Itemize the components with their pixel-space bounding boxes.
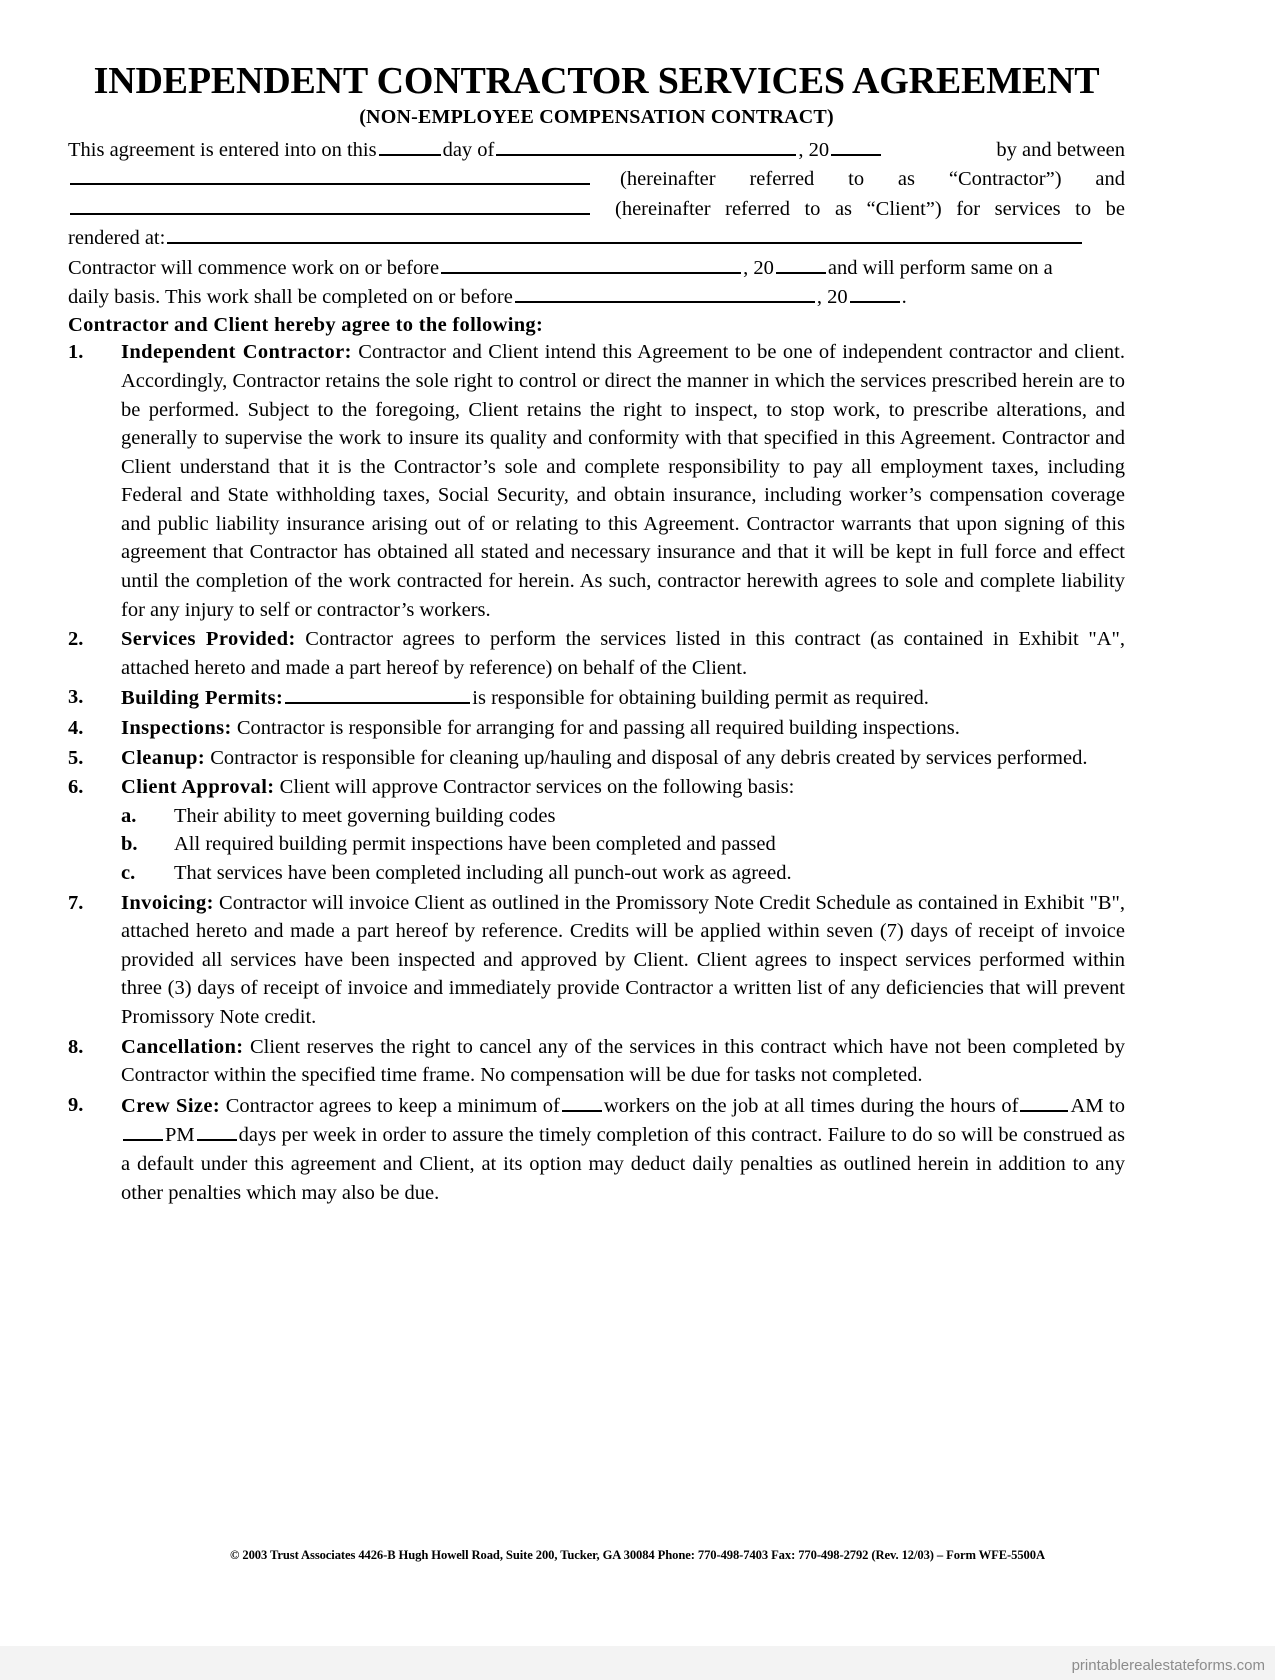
clause-body	[121, 744, 1125, 773]
clause-number: 3.	[68, 686, 84, 709]
clause-label: Client Approval:	[121, 776, 275, 799]
contractor-designation-text: (hereinafter referred to as “Contractor”) and	[620, 168, 1125, 191]
clause-item-1	[68, 338, 1125, 624]
clause-label: Cleanup:	[121, 746, 206, 769]
sub-item-text: Their ability to meet governing building codes	[174, 804, 556, 827]
crew-start-time-blank[interactable]	[1020, 1091, 1068, 1112]
clause-body	[121, 773, 1125, 887]
clause-body	[121, 889, 1125, 1032]
clause-label: Building Permits:	[121, 687, 284, 710]
clause-6-sublist	[121, 802, 1125, 888]
clause-number: 8.	[68, 1035, 84, 1058]
day-blank[interactable]	[379, 135, 441, 156]
clause-number: 7.	[68, 891, 84, 914]
completion-date-blank[interactable]	[515, 282, 815, 303]
clause-item-2	[68, 625, 1125, 682]
clause-number: 4.	[68, 717, 84, 740]
sub-item-letter: a.	[121, 804, 137, 827]
intro-text-by-and-between: by and between	[996, 138, 1125, 161]
intro-text-year-prefix: , 20	[798, 138, 830, 161]
intro-text-commence-work: Contractor will commence work on or before	[68, 256, 440, 279]
sub-item-a	[121, 802, 1125, 831]
completion-year-blank[interactable]	[850, 282, 900, 303]
clause-list	[68, 338, 1125, 1207]
crew-min-workers-blank[interactable]	[562, 1091, 602, 1112]
rendered-at-blank[interactable]	[167, 223, 1082, 244]
crew-text-5: days per week in order to assure the timely completion of this contract. Failure to do so will be construed as a default under this agreement and Client, at its option may deduct daily penalties as outlined herein in addition to any other penalties which may also be due.	[121, 1124, 1125, 1204]
clause-text: is responsible for obtaining building permit as required.	[472, 687, 929, 710]
sub-item-letter: b.	[121, 833, 138, 856]
clause-item-3	[68, 683, 1125, 713]
month-blank[interactable]	[496, 135, 796, 156]
intro-text-period: .	[901, 285, 907, 308]
crew-text-1: Contractor agrees to keep a minimum of	[220, 1094, 560, 1117]
clause-number: 6.	[68, 776, 84, 799]
clause-body	[121, 625, 1125, 682]
clause-label: Independent Contractor:	[121, 341, 352, 364]
watermark-source: printablerealestateforms.com	[1071, 1657, 1265, 1674]
clause-item-8	[68, 1033, 1125, 1090]
commence-date-blank[interactable]	[441, 253, 741, 274]
clause-text: Client reserves the right to cancel any of the services in this contract which have not been completed by Contractor within the specified time frame. No compensation will be due for tasks not completed.	[121, 1035, 1125, 1087]
intro-line-4	[68, 223, 1125, 252]
clause-number: 5.	[68, 746, 84, 769]
commence-year-blank[interactable]	[776, 253, 826, 274]
crew-text-4: PM	[165, 1124, 195, 1147]
intro-line-2	[68, 164, 1125, 193]
crew-days-per-week-blank[interactable]	[197, 1120, 237, 1141]
clause-body	[121, 683, 1125, 713]
year-blank[interactable]	[831, 135, 881, 156]
intro-text-rendered-at: rendered at:	[68, 227, 166, 250]
sub-item-b	[121, 830, 1125, 859]
crew-end-time-blank[interactable]	[123, 1120, 163, 1141]
clause-item-4	[68, 714, 1125, 743]
building-permit-responsible-blank[interactable]	[285, 683, 470, 704]
sub-item-text: All required building permit inspections have been completed and passed	[174, 833, 776, 856]
clause-text: Contractor agrees to perform the services listed in this contract (as contained in Exhibit "A", attached hereto and made a part hereof by reference) on behalf of the Client.	[121, 628, 1125, 679]
clause-label: Cancellation:	[121, 1035, 244, 1058]
contractor-name-blank[interactable]	[70, 164, 590, 185]
clause-body	[121, 714, 1125, 743]
clause-text: Client will approve Contractor services on the following basis:	[274, 776, 795, 799]
sub-item-c	[121, 859, 1125, 888]
client-name-blank[interactable]	[70, 194, 590, 215]
clause-body	[121, 1033, 1125, 1090]
clause-number: 2.	[68, 628, 84, 651]
clause-text: Contractor is responsible for arranging for and passing all required building inspections.	[231, 717, 960, 740]
clause-label: Crew Size:	[121, 1094, 221, 1117]
sub-item-letter: c.	[121, 862, 136, 885]
clause-text: Contractor and Client intend this Agreement to be one of independent contractor and client. Accordingly, Contractor retains the sole right to control or direct the manner in which the services prescribed herein are to be performed. Subject to the foregoing, Client retains the right to inspect, to stop work, to prescribe alterations, and generally to supervise the work to insure its quality and conformity with that specified in this Agreement. Contractor and Client understand that it is the Contractor’s sole and complete responsibility to pay all employment taxes, including Federal and State withholding taxes, Social Security, and obtain insurance, including worker’s compensation coverage and public liability insurance arising out of or relating to this Agreement. Contractor warrants that upon signing of this agreement that Contractor has obtained all stated and necessary insurance and that it will be kept in full force and effect until the completion of the work contracted for herein. As such, contractor herewith agrees to sole and complete liability for any injury to self or contractor’s workers.	[121, 341, 1125, 621]
intro-text-day-of: day of	[442, 138, 495, 161]
intro-line-6	[68, 282, 1125, 311]
page-subtitle: (NON-EMPLOYEE COMPENSATION CONTRACT)	[359, 105, 834, 128]
clause-body	[121, 1091, 1125, 1207]
intro-text-completion-year-prefix: , 20	[816, 285, 848, 308]
clause-number: 9.	[68, 1093, 84, 1116]
intro-text-entered-into: This agreement is entered into on this	[68, 138, 377, 161]
intro-line-5	[68, 253, 1125, 282]
intro-text-perform-same: and will perform same on a	[827, 256, 1053, 279]
clause-label: Invoicing:	[121, 891, 214, 914]
crew-text-2: workers on the job at all times during the hours of	[603, 1094, 1019, 1117]
sub-item-text: That services have been completed including all punch-out work as agreed.	[174, 862, 792, 885]
clause-item-5	[68, 744, 1125, 773]
agreement-heading: Contractor and Client hereby agree to the following:	[68, 314, 544, 337]
clause-text: Contractor is responsible for cleaning up/hauling and disposal of any debris created by services performed.	[205, 746, 1088, 769]
clause-label: Inspections:	[121, 717, 232, 740]
intro-line-1	[68, 135, 1125, 164]
footer-copyright: © 2003 Trust Associates 4426-B Hugh Howell Road, Suite 200, Tucker, GA 30084 Phone: 770-498-7403 Fax: 770-498-2792 (Rev. 12/03) – Form WFE-5500A	[230, 1548, 1045, 1562]
intro-line-3	[68, 194, 1125, 223]
crew-text-3: AM to	[1070, 1094, 1126, 1117]
intro-text-daily-basis: daily basis. This work shall be completed on or before	[68, 285, 513, 308]
clause-item-7	[68, 889, 1125, 1032]
clause-item-9	[68, 1091, 1125, 1207]
intro-text-commence-year-prefix: , 20	[743, 256, 774, 279]
page-title: INDEPENDENT CONTRACTOR SERVICES AGREEMENT	[93, 60, 1100, 102]
clause-label: Services Provided:	[121, 628, 296, 651]
clause-body	[121, 338, 1125, 624]
clause-number: 1.	[68, 341, 84, 364]
intro-block	[68, 135, 1125, 311]
clause-item-6	[68, 773, 1125, 887]
clause-text: Contractor will invoice Client as outlined in the Promissory Note Credit Schedule as contained in Exhibit "B", attached hereto and made a part hereof by reference. Credits will be applied within seven (7) days of receipt of invoice provided all services have been inspected and approved by Client. Client agrees to inspect services performed within three (3) days of receipt of invoice and immediately provide Contractor a written list of any deficiencies that will prevent Promissory Note credit.	[121, 891, 1125, 1028]
client-designation-text: (hereinafter referred to as “Client”) for services to be	[615, 197, 1125, 220]
document-body	[68, 62, 1125, 1207]
